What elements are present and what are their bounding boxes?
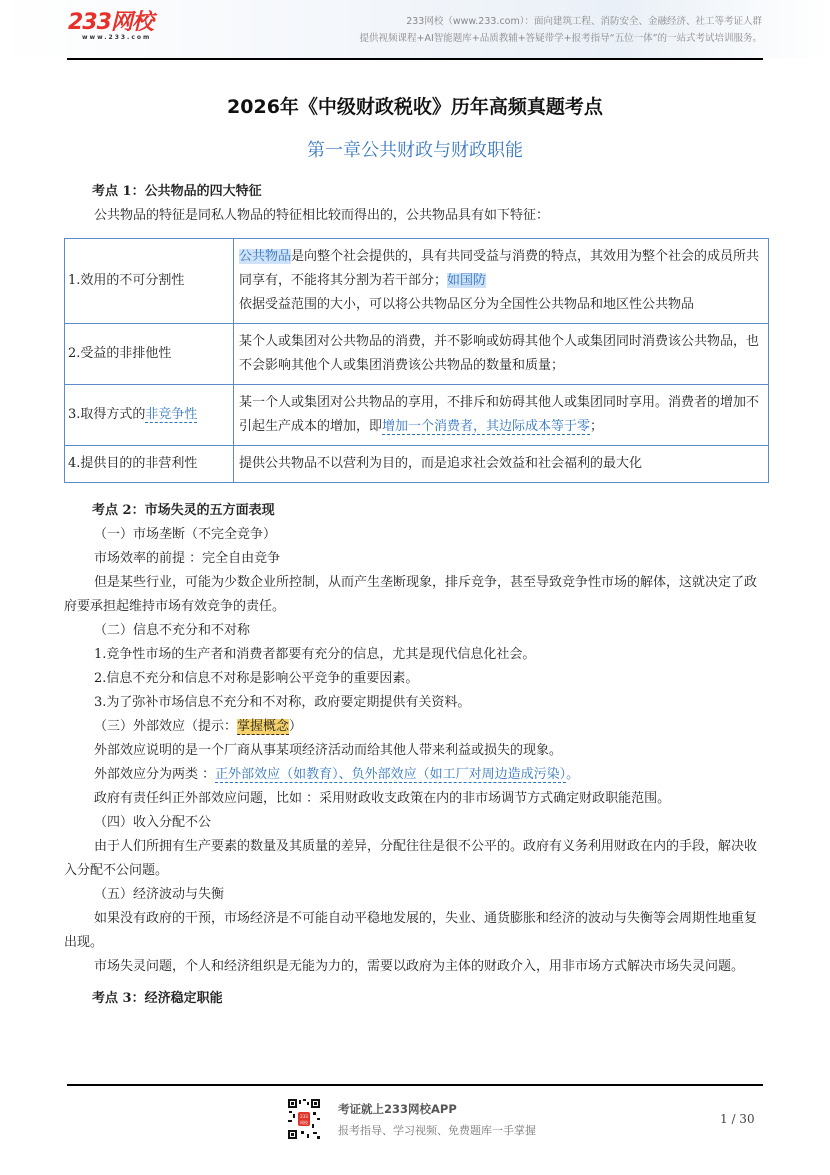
row-content: 公共物品是向整个社会提供的，具有共同受益与消费的特点，其效用为整个社会的成员所共同享有，不能将其分割为若干部分；如国防 依据受益范围的大小，可以将公共物品区分为全国性公共物品和地区性公共物品 <box>234 239 769 324</box>
row-content: 提供公共物品不以营利为目的，而是追求社会效益和社会福利的最大化 <box>234 446 769 483</box>
header-divider <box>67 58 763 60</box>
subsection-heading: （三）外部效应（提示：掌握概念） <box>94 719 303 734</box>
app-promo-title: 考证就上233网校APP <box>338 1102 457 1116</box>
paragraph: 2.信息不充分和信息不对称是影响公平竞争的重要因素。 <box>94 671 419 686</box>
chapter-title: 第一章公共财政与财政职能 <box>307 140 523 161</box>
table-row <box>65 385 769 446</box>
features-table <box>64 238 769 483</box>
highlight-term: 公共物品 <box>239 249 292 264</box>
paragraph: 外部效应分为两类 ：正外部效应（如教育）、负外部效应（如工厂对周边造成污染）。 <box>94 767 580 782</box>
highlight-example: 如国防 <box>447 273 487 288</box>
page-number: 1 / 30 <box>720 1112 755 1126</box>
document-title: 2026年《中级财政税收》历年高频真题考点 <box>227 96 603 118</box>
subsection-heading: （五）经济波动与失衡 <box>94 887 225 902</box>
paragraph: 1.竞争性市场的生产者和消费者都要有充分的信息，尤其是现代信息化社会。 <box>94 647 536 662</box>
annotation-link[interactable]: 增加一个消费者，其边际成本等于零 <box>382 419 591 434</box>
paragraph: 但是某些行业，可能为少数企业所控制，从而产生垄断现象，排斥竞争，甚至导致竞争性市场的解体，这就决定了政府要承担起维持市场有效竞争的责任。 <box>64 575 758 614</box>
point-1-intro: 公共物品的特征是同私人物品的特征相比较而得出的，公共物品具有如下特征： <box>94 208 550 223</box>
svg-text:网校: 网校 <box>300 1120 308 1125</box>
svg-text:233: 233 <box>300 1114 308 1119</box>
paragraph: 政府有责任纠正外部效应问题，比如 ：采用财政收支政策在内的非市场调节方式确定财政职能范围。 <box>94 791 671 806</box>
point-2-title: 考点 2：市场失灵的五方面表现 <box>92 503 275 518</box>
annotation-link[interactable]: 正外部效应（如教育）、负外部效应（如工厂对周边造成污染） <box>215 767 567 782</box>
paragraph: 市场效率的前提 ：完全自由竞争 <box>94 551 281 566</box>
header-slogan <box>360 13 763 47</box>
logo-text: 233网校 <box>68 10 153 35</box>
row-label: 3.取得方式的非竞争性 <box>65 385 234 446</box>
header-line-2: 提供视频课程+AI智能题库+品质教辅+答疑带学+报考指导“五位一体”的一站式考试培训服务。 <box>359 33 762 44</box>
point-3-title: 考点 3：经济稳定职能 <box>92 991 223 1006</box>
paragraph: 3.为了弥补市场信息不充分和不对称，政府要定期提供有关资料。 <box>94 695 471 710</box>
subsection-heading: （四）收入分配不公 <box>94 815 212 830</box>
subsection-heading: （一）市场垄断（不完全竞争） <box>94 527 277 542</box>
row-label: 4.提供目的的非营利性 <box>65 446 234 483</box>
app-promo-subtitle: 报考指导、学习视频、免费题库一手掌握 <box>338 1124 536 1137</box>
page-header <box>0 0 830 58</box>
highlight-note[interactable]: 掌握概念 <box>237 719 290 734</box>
table-row <box>65 446 769 483</box>
paragraph: 由于人们所拥有生产要素的数量及其质量的差异，分配往往是很不公平的。政府有义务利用财政在内的手段，解决收入分配不公问题。 <box>64 839 758 878</box>
point-1-title: 考点 1：公共物品的四大特征 <box>92 184 262 199</box>
table-row <box>65 324 769 385</box>
document-body <box>64 180 769 1011</box>
header-line-1: 233网校（www.233.com）：面向建筑工程、消防安全、金融经济、社工等考证人群 <box>406 16 762 27</box>
row-label: 1.效用的不可分割性 <box>65 239 234 324</box>
row-content: 某一个人或集团对公共物品的享用，不排斥和妨碍其他人或集团同时享用。消费者的增加不引起生产成本的增加，即增加一个消费者，其边际成本等于零； <box>234 385 769 446</box>
footer-divider <box>67 1084 763 1086</box>
paragraph: 如果没有政府的干预，市场经济是不可能自动平稳地发展的，失业、通货膨胀和经济的波动与失衡等会周期性地重复出现。 <box>64 911 758 950</box>
annotation-link[interactable]: 非竞争性 <box>145 407 198 422</box>
row-content: 某个人或集团对公共物品的消费，并不影响或妨碍其他个人或集团同时消费该公共物品，也不会影响其他个人或集团消费该公共物品的数量和质量； <box>234 324 769 385</box>
subsection-heading: （二）信息不充分和不对称 <box>94 623 251 638</box>
logo-url: www.233.com <box>82 34 152 41</box>
paragraph: 市场失灵问题，个人和经济组织是无能为力的，需要以政府为主体的财政介入，用非市场方式解决市场失灵问题。 <box>94 959 745 974</box>
logo <box>68 12 153 42</box>
qr-code-icon <box>287 1098 321 1140</box>
table-row <box>65 239 769 324</box>
paragraph: 外部效应说明的是一个厂商从事某项经济活动而给其他人带来利益或损失的现象。 <box>94 743 563 758</box>
row-label: 2.受益的非排他性 <box>65 324 234 385</box>
